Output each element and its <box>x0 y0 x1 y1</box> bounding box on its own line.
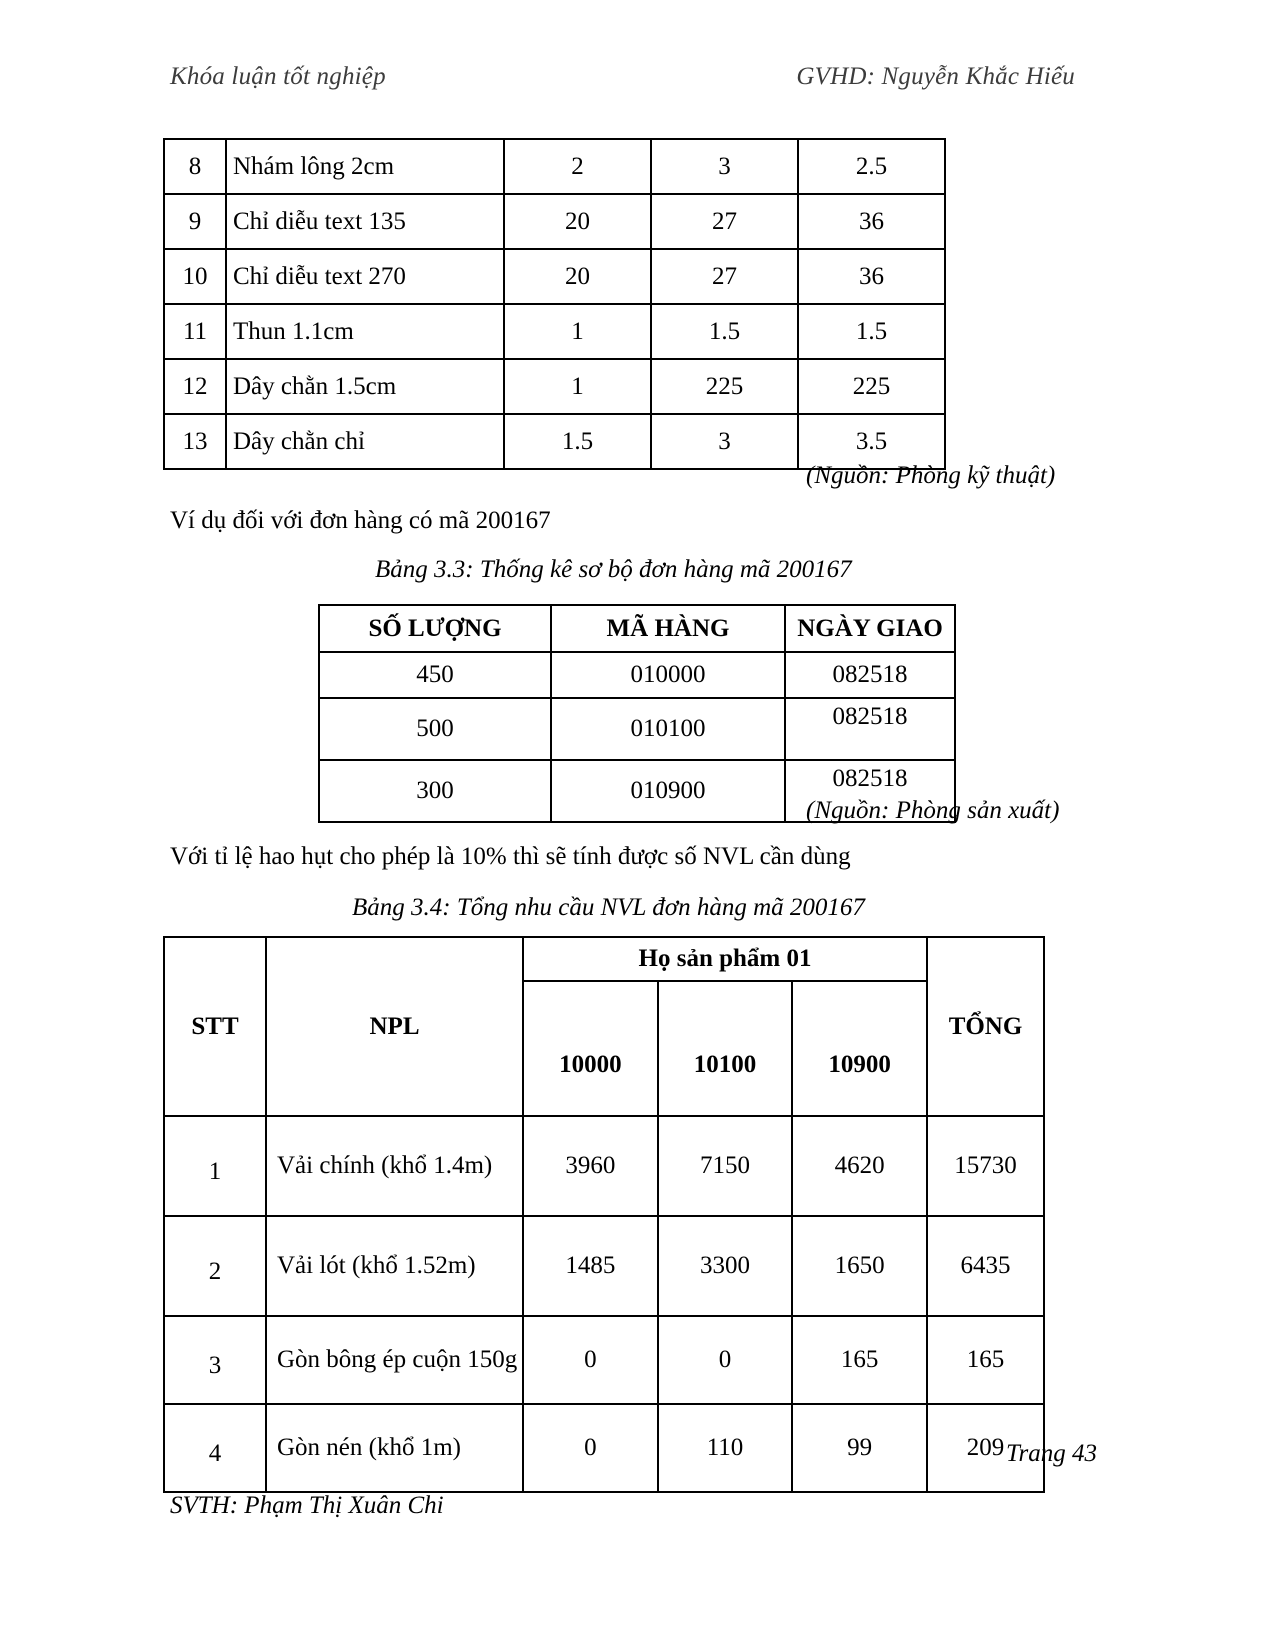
cell-value: 27 <box>651 194 798 249</box>
cell-value: 1 <box>504 304 651 359</box>
cell-itemcode: 010000 <box>551 652 785 698</box>
column-header-quantity: SỐ LƯỢNG <box>319 605 551 652</box>
cell-code-10000: 3960 <box>523 1116 658 1216</box>
table-caption-33: Bảng 3.3: Thống kê sơ bộ đơn hàng mã 200167 <box>375 556 852 583</box>
cell-name: Nhám lông 2cm <box>226 139 504 194</box>
cell-value: 3 <box>651 139 798 194</box>
table-row <box>164 249 945 304</box>
cell-stt: 3 <box>164 1316 266 1404</box>
column-header-code-10100: 10100 <box>658 981 793 1116</box>
cell-total: 6435 <box>927 1216 1044 1316</box>
table-caption-34: Bảng 3.4: Tổng nhu cầu NVL đơn hàng mã 200167 <box>352 894 865 921</box>
cell-value: 225 <box>651 359 798 414</box>
cell-stt: 13 <box>164 414 226 469</box>
cell-name: Dây chằn 1.5cm <box>226 359 504 414</box>
cell-name: Chỉ diễu text 135 <box>226 194 504 249</box>
column-header-code-10000: 10000 <box>523 981 658 1116</box>
cell-itemcode: 010100 <box>551 698 785 760</box>
cell-value: 36 <box>798 249 945 304</box>
cell-value: 20 <box>504 249 651 304</box>
cell-stt: 10 <box>164 249 226 304</box>
cell-deliverydate: 082518 <box>785 652 955 698</box>
cell-value: 2.5 <box>798 139 945 194</box>
table-header-row-group <box>164 937 1044 981</box>
table-row <box>164 1116 1044 1216</box>
cell-value: 3.5 <box>798 414 945 469</box>
cell-code-10900: 1650 <box>792 1216 927 1316</box>
table-row <box>164 359 945 414</box>
cell-code-10900: 165 <box>792 1316 927 1404</box>
column-header-itemcode: MÃ HÀNG <box>551 605 785 652</box>
cell-code-10100: 110 <box>658 1404 793 1492</box>
cell-npl: Vải lót (khổ 1.52m) <box>266 1216 523 1316</box>
table-row <box>164 1316 1044 1404</box>
table-row <box>164 139 945 194</box>
cell-code-10100: 3300 <box>658 1216 793 1316</box>
order-summary-table <box>318 604 956 823</box>
running-header <box>170 63 1075 91</box>
column-header-deliverydate: NGÀY GIAO <box>785 605 955 652</box>
cell-quantity: 500 <box>319 698 551 760</box>
cell-value: 1.5 <box>798 304 945 359</box>
cell-stt: 4 <box>164 1404 266 1492</box>
paragraph-waste-rate: Với tỉ lệ hao hụt cho phép là 10% thì sẽ tính được số NVL cần dùng <box>170 843 851 870</box>
cell-value: 1.5 <box>651 304 798 359</box>
cell-stt: 2 <box>164 1216 266 1316</box>
source-caption-production: (Nguồn: Phòng sản xuất) <box>806 797 1060 824</box>
page-number: Trang 43 <box>1005 1440 1097 1467</box>
cell-stt: 11 <box>164 304 226 359</box>
cell-code-10900: 4620 <box>792 1116 927 1216</box>
cell-deliverydate: 082518 <box>785 760 955 822</box>
cell-npl: Vải chính (khổ 1.4m) <box>266 1116 523 1216</box>
table-row <box>319 652 955 698</box>
table-header-row <box>319 605 955 652</box>
cell-value: 3 <box>651 414 798 469</box>
cell-value: 1.5 <box>504 414 651 469</box>
cell-code-10900: 99 <box>792 1404 927 1492</box>
cell-value: 20 <box>504 194 651 249</box>
cell-name: Chỉ diễu text 270 <box>226 249 504 304</box>
cell-stt: 9 <box>164 194 226 249</box>
cell-npl: Gòn bông ép cuộn 150g <box>266 1316 523 1404</box>
cell-value: 1 <box>504 359 651 414</box>
header-right-text: GVHD: Nguyễn Khắc Hiếu <box>796 63 1075 90</box>
materials-table-continued <box>163 138 946 470</box>
cell-quantity: 450 <box>319 652 551 698</box>
cell-stt: 12 <box>164 359 226 414</box>
footer-author: SVTH: Phạm Thị Xuân Chi <box>170 1492 444 1519</box>
cell-name: Thun 1.1cm <box>226 304 504 359</box>
material-demand-table-wrapper <box>163 936 1045 1493</box>
cell-value: 225 <box>798 359 945 414</box>
cell-value: 27 <box>651 249 798 304</box>
table-row <box>164 414 945 469</box>
cell-code-10100: 7150 <box>658 1116 793 1216</box>
cell-code-10000: 1485 <box>523 1216 658 1316</box>
table-row <box>164 1216 1044 1316</box>
column-header-total: TỔNG <box>927 937 1044 1116</box>
order-summary-table-wrapper <box>318 604 956 823</box>
column-header-npl: NPL <box>266 937 523 1116</box>
column-header-code-10900: 10900 <box>792 981 927 1116</box>
paragraph-example-order: Ví dụ đối với đơn hàng có mã 200167 <box>170 507 551 534</box>
cell-stt: 1 <box>164 1116 266 1216</box>
cell-quantity: 300 <box>319 760 551 822</box>
cell-deliverydate: 082518 <box>785 698 955 760</box>
column-header-product-family: Họ sản phẩm 01 <box>523 937 927 981</box>
materials-table-continued-wrapper <box>163 138 946 470</box>
material-demand-table <box>163 936 1045 1493</box>
cell-value: 2 <box>504 139 651 194</box>
header-left-text: Khóa luận tốt nghiệp <box>170 63 386 90</box>
cell-stt: 8 <box>164 139 226 194</box>
cell-total: 15730 <box>927 1116 1044 1216</box>
table-row <box>164 194 945 249</box>
cell-code-10100: 0 <box>658 1316 793 1404</box>
cell-itemcode: 010900 <box>551 760 785 822</box>
column-header-stt: STT <box>164 937 266 1116</box>
table-row <box>319 698 955 760</box>
cell-value: 36 <box>798 194 945 249</box>
cell-total: 209 <box>927 1404 1044 1492</box>
cell-npl: Gòn nén (khổ 1m) <box>266 1404 523 1492</box>
cell-code-10000: 0 <box>523 1316 658 1404</box>
cell-total: 165 <box>927 1316 1044 1404</box>
cell-name: Dây chằn chỉ <box>226 414 504 469</box>
source-caption-technical: (Nguồn: Phòng kỹ thuật) <box>806 462 1056 489</box>
table-row <box>164 304 945 359</box>
cell-code-10000: 0 <box>523 1404 658 1492</box>
